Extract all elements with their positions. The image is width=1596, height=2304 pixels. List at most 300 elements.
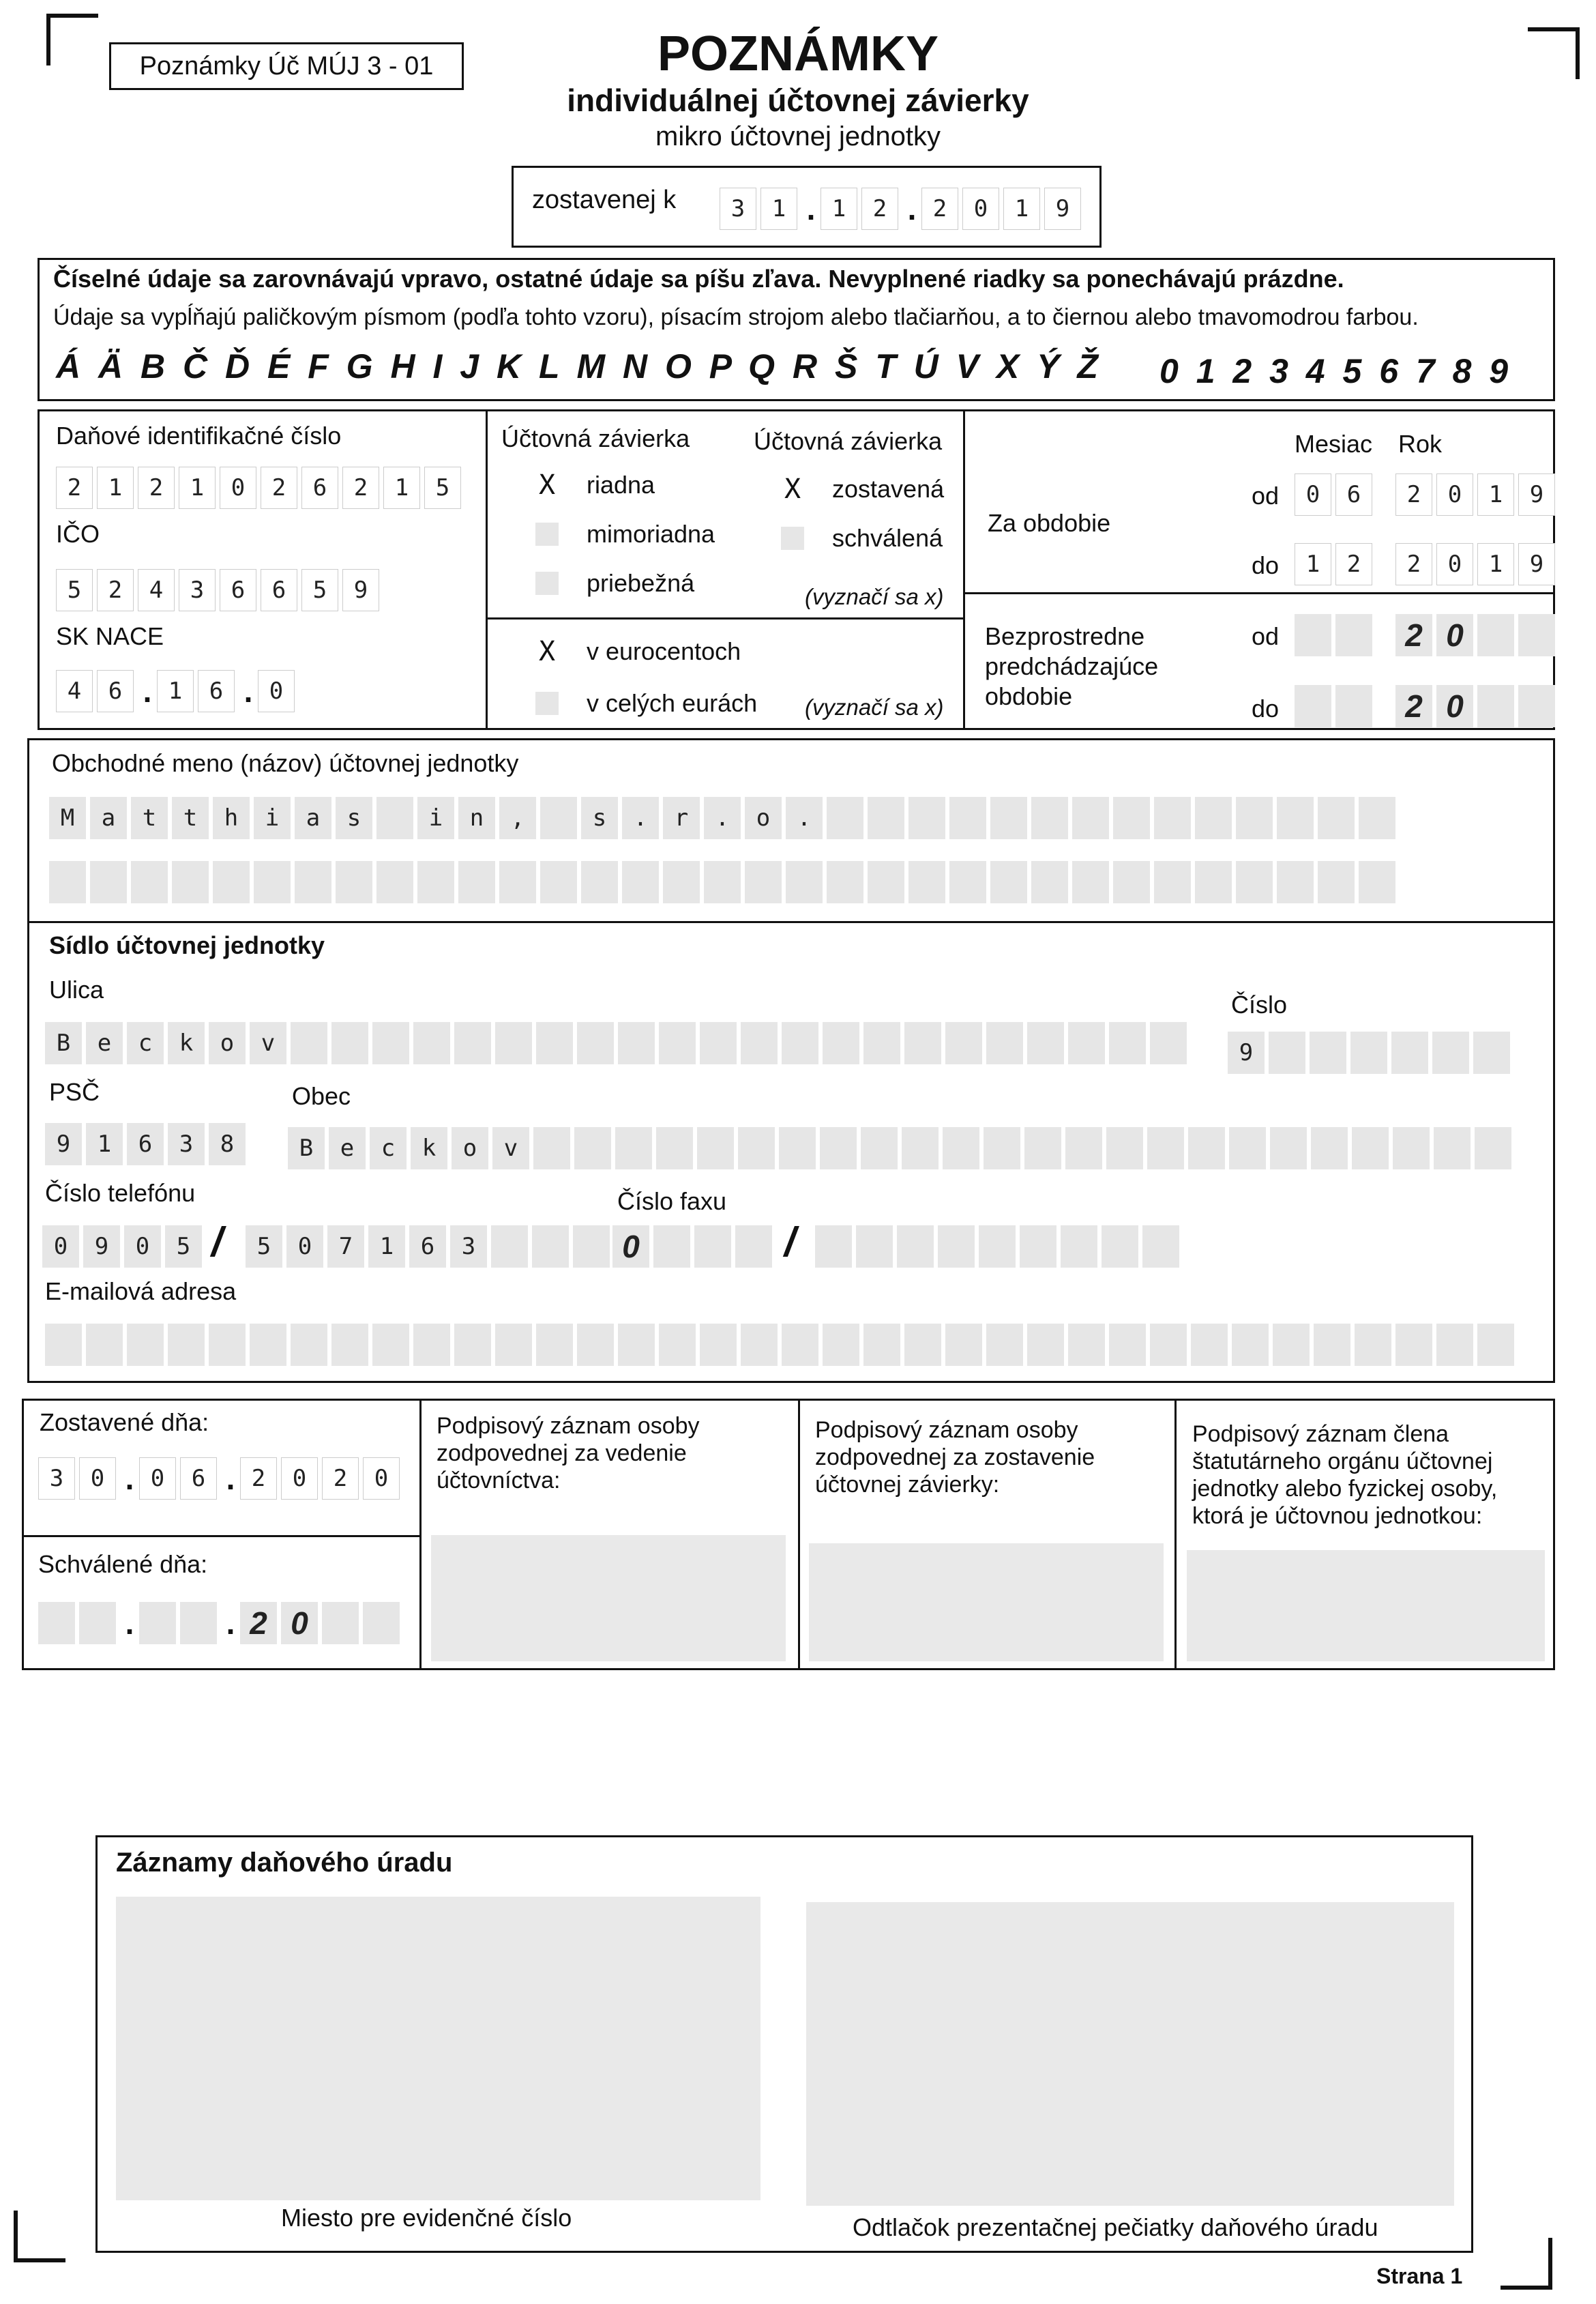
char-cell[interactable]: h: [213, 797, 250, 839]
char-cell[interactable]: [1150, 1022, 1187, 1064]
char-cell[interactable]: [1270, 1127, 1307, 1169]
char-cell[interactable]: [90, 861, 127, 903]
char-cell[interactable]: [1188, 1127, 1225, 1169]
char-cell[interactable]: [1477, 614, 1514, 656]
ico-field[interactable]: [56, 569, 383, 611]
char-cell[interactable]: [618, 1022, 655, 1064]
char-cell[interactable]: c: [127, 1022, 164, 1064]
char-cell[interactable]: [1072, 861, 1109, 903]
char-cell[interactable]: [1350, 1032, 1387, 1074]
char-cell[interactable]: [908, 797, 945, 839]
char-cell[interactable]: [738, 1127, 775, 1169]
char-cell[interactable]: 2: [261, 467, 297, 509]
char-cell[interactable]: [1436, 1324, 1473, 1366]
char-cell[interactable]: [168, 1324, 205, 1366]
char-cell[interactable]: [1318, 861, 1355, 903]
char-cell[interactable]: 8: [209, 1123, 246, 1165]
char-cell[interactable]: [250, 1324, 286, 1366]
char-cell[interactable]: o: [209, 1022, 246, 1064]
char-cell[interactable]: [863, 1324, 900, 1366]
char-cell[interactable]: [454, 1324, 491, 1366]
nace-field[interactable]: [56, 670, 299, 712]
char-cell[interactable]: [1061, 1225, 1097, 1268]
char-cell[interactable]: [986, 1324, 1023, 1366]
char-cell[interactable]: 4: [138, 569, 175, 611]
char-cell[interactable]: [413, 1324, 450, 1366]
char-cell[interactable]: 6: [409, 1225, 446, 1268]
char-cell[interactable]: o: [452, 1127, 488, 1169]
char-cell[interactable]: [656, 1127, 693, 1169]
char-cell[interactable]: 0: [124, 1225, 161, 1268]
char-cell[interactable]: [1518, 685, 1555, 727]
char-cell[interactable]: [823, 1324, 859, 1366]
prev-to-month[interactable]: [1295, 685, 1376, 727]
registration-number-area[interactable]: [116, 1897, 760, 2200]
char-cell[interactable]: [986, 1022, 1023, 1064]
char-cell[interactable]: [902, 1127, 939, 1169]
char-cell[interactable]: 9: [1518, 473, 1555, 516]
char-cell[interactable]: [573, 1225, 610, 1268]
char-cell[interactable]: 0: [281, 1602, 318, 1644]
char-cell[interactable]: 0: [220, 467, 256, 509]
char-cell[interactable]: 1: [1003, 188, 1040, 230]
char-cell[interactable]: [1109, 1022, 1146, 1064]
char-cell[interactable]: 9: [1044, 188, 1081, 230]
char-cell[interactable]: r: [663, 797, 700, 839]
char-cell[interactable]: 0: [139, 1457, 176, 1500]
char-cell[interactable]: [336, 861, 372, 903]
char-cell[interactable]: [1391, 1032, 1428, 1074]
char-cell[interactable]: [331, 1022, 368, 1064]
char-cell[interactable]: [861, 1127, 898, 1169]
char-cell[interactable]: 6: [198, 670, 235, 712]
char-cell[interactable]: [291, 1022, 327, 1064]
char-cell[interactable]: t: [131, 797, 168, 839]
char-cell[interactable]: [127, 1324, 164, 1366]
char-cell[interactable]: 1: [368, 1225, 405, 1268]
char-cell[interactable]: [1113, 797, 1150, 839]
char-cell[interactable]: M: [49, 797, 86, 839]
char-cell[interactable]: 1: [179, 467, 216, 509]
char-cell[interactable]: 2: [861, 188, 898, 230]
option-checkbox[interactable]: X: [538, 469, 556, 501]
char-cell[interactable]: [1318, 797, 1355, 839]
compiled-on-field[interactable]: [38, 1457, 404, 1500]
char-cell[interactable]: s: [581, 797, 618, 839]
char-cell[interactable]: [856, 1225, 893, 1268]
char-cell[interactable]: [745, 861, 782, 903]
char-cell[interactable]: 1: [157, 670, 194, 712]
fax-number-field[interactable]: [815, 1225, 1183, 1268]
char-cell[interactable]: [1109, 1324, 1146, 1366]
option-checkbox[interactable]: [535, 572, 559, 595]
period-to-year[interactable]: [1395, 543, 1559, 585]
char-cell[interactable]: B: [45, 1022, 82, 1064]
char-cell[interactable]: [700, 1022, 737, 1064]
char-cell[interactable]: [454, 1022, 491, 1064]
char-cell[interactable]: [1154, 861, 1191, 903]
char-cell[interactable]: [741, 1022, 778, 1064]
char-cell[interactable]: [945, 1324, 982, 1366]
char-cell[interactable]: o: [745, 797, 782, 839]
char-cell[interactable]: [897, 1225, 934, 1268]
char-cell[interactable]: [38, 1602, 75, 1644]
char-cell[interactable]: [532, 1225, 569, 1268]
char-cell[interactable]: [827, 797, 863, 839]
company-name-field-2[interactable]: [49, 861, 1400, 903]
company-name-field[interactable]: [49, 797, 1400, 839]
char-cell[interactable]: [372, 1324, 409, 1366]
char-cell[interactable]: [782, 1022, 818, 1064]
char-cell[interactable]: [1236, 861, 1273, 903]
char-cell[interactable]: 2: [97, 569, 134, 611]
char-cell[interactable]: [495, 1324, 532, 1366]
char-cell[interactable]: k: [168, 1022, 205, 1064]
char-cell[interactable]: v: [492, 1127, 529, 1169]
char-cell[interactable]: 6: [180, 1457, 217, 1500]
char-cell[interactable]: [990, 797, 1027, 839]
char-cell[interactable]: [49, 861, 86, 903]
char-cell[interactable]: 3: [38, 1457, 75, 1500]
char-cell[interactable]: 3: [450, 1225, 487, 1268]
char-cell[interactable]: [1195, 861, 1232, 903]
char-cell[interactable]: 9: [83, 1225, 120, 1268]
char-cell[interactable]: [1072, 797, 1109, 839]
char-cell[interactable]: [45, 1324, 82, 1366]
char-cell[interactable]: [1147, 1127, 1184, 1169]
char-cell[interactable]: 1: [1295, 543, 1331, 585]
char-cell[interactable]: [376, 797, 413, 839]
char-cell[interactable]: 5: [424, 467, 461, 509]
char-cell[interactable]: [779, 1127, 816, 1169]
char-cell[interactable]: [1432, 1032, 1469, 1074]
char-cell[interactable]: [990, 861, 1027, 903]
char-cell[interactable]: 5: [165, 1225, 202, 1268]
char-cell[interactable]: [618, 1324, 655, 1366]
char-cell[interactable]: [1068, 1324, 1105, 1366]
char-cell[interactable]: [786, 861, 823, 903]
char-cell[interactable]: 0: [1295, 473, 1331, 516]
char-cell[interactable]: 2: [1395, 685, 1432, 727]
char-cell[interactable]: .: [786, 797, 823, 839]
char-cell[interactable]: [1229, 1127, 1266, 1169]
char-cell[interactable]: 4: [56, 670, 93, 712]
char-cell[interactable]: 6: [261, 569, 297, 611]
char-cell[interactable]: 9: [1518, 543, 1555, 585]
char-cell[interactable]: 2: [240, 1602, 277, 1644]
char-cell[interactable]: 6: [97, 670, 134, 712]
char-cell[interactable]: [663, 861, 700, 903]
period-from-year[interactable]: [1395, 473, 1559, 516]
char-cell[interactable]: [615, 1127, 652, 1169]
prev-from-year[interactable]: [1395, 614, 1559, 656]
char-cell[interactable]: 1: [1477, 543, 1514, 585]
char-cell[interactable]: 3: [179, 569, 216, 611]
char-cell[interactable]: [540, 797, 577, 839]
char-cell[interactable]: [180, 1602, 217, 1644]
char-cell[interactable]: [1477, 1324, 1514, 1366]
char-cell[interactable]: [1031, 861, 1068, 903]
char-cell[interactable]: [704, 861, 741, 903]
char-cell[interactable]: [697, 1127, 734, 1169]
city-field[interactable]: [288, 1127, 1516, 1169]
char-cell[interactable]: [372, 1022, 409, 1064]
char-cell[interactable]: [1027, 1324, 1064, 1366]
char-cell[interactable]: v: [250, 1022, 286, 1064]
char-cell[interactable]: .: [704, 797, 741, 839]
signature-area-3[interactable]: [1187, 1550, 1545, 1661]
char-cell[interactable]: 5: [246, 1225, 282, 1268]
char-cell[interactable]: 0: [363, 1457, 400, 1500]
char-cell[interactable]: [458, 861, 495, 903]
char-cell[interactable]: [139, 1602, 176, 1644]
char-cell[interactable]: 2: [921, 188, 958, 230]
char-cell[interactable]: 1: [383, 467, 420, 509]
char-cell[interactable]: [1150, 1324, 1187, 1366]
char-cell[interactable]: [1518, 614, 1555, 656]
char-cell[interactable]: [536, 1324, 573, 1366]
char-cell[interactable]: [1310, 1032, 1346, 1074]
char-cell[interactable]: [979, 1225, 1016, 1268]
prev-to-year[interactable]: [1395, 685, 1559, 727]
option-checkbox[interactable]: [535, 692, 559, 715]
option-checkbox[interactable]: [535, 523, 559, 546]
char-cell[interactable]: [1395, 1324, 1432, 1366]
char-cell[interactable]: [908, 861, 945, 903]
char-cell[interactable]: c: [370, 1127, 407, 1169]
char-cell[interactable]: a: [295, 797, 331, 839]
char-cell[interactable]: 0: [281, 1457, 318, 1500]
char-cell[interactable]: [295, 861, 331, 903]
char-cell[interactable]: 1: [760, 188, 797, 230]
char-cell[interactable]: [823, 1022, 859, 1064]
char-cell[interactable]: 5: [301, 569, 338, 611]
char-cell[interactable]: [622, 861, 659, 903]
char-cell[interactable]: 5: [56, 569, 93, 611]
dic-field[interactable]: [56, 467, 465, 509]
char-cell[interactable]: [1020, 1225, 1056, 1268]
signature-area-2[interactable]: [809, 1543, 1164, 1661]
char-cell[interactable]: [741, 1324, 778, 1366]
char-cell[interactable]: [1027, 1022, 1064, 1064]
char-cell[interactable]: 6: [1335, 473, 1372, 516]
psc-field[interactable]: [45, 1123, 250, 1165]
char-cell[interactable]: [659, 1324, 696, 1366]
char-cell[interactable]: 6: [127, 1123, 164, 1165]
char-cell[interactable]: 2: [342, 467, 379, 509]
prev-from-month[interactable]: [1295, 614, 1376, 656]
char-cell[interactable]: i: [417, 797, 454, 839]
char-cell[interactable]: 7: [327, 1225, 364, 1268]
char-cell[interactable]: [209, 1324, 246, 1366]
street-number-field[interactable]: [1228, 1032, 1514, 1074]
char-cell[interactable]: [1102, 1225, 1138, 1268]
char-cell[interactable]: 2: [1335, 543, 1372, 585]
char-cell[interactable]: e: [329, 1127, 366, 1169]
char-cell[interactable]: 3: [720, 188, 756, 230]
char-cell[interactable]: 1: [1477, 473, 1514, 516]
char-cell[interactable]: [363, 1602, 400, 1644]
char-cell[interactable]: [491, 1225, 528, 1268]
char-cell[interactable]: [499, 861, 536, 903]
char-cell[interactable]: [1154, 797, 1191, 839]
char-cell[interactable]: 0: [962, 188, 999, 230]
char-cell[interactable]: [1024, 1127, 1061, 1169]
char-cell[interactable]: n: [458, 797, 495, 839]
char-cell[interactable]: [540, 861, 577, 903]
char-cell[interactable]: a: [90, 797, 127, 839]
char-cell[interactable]: [694, 1225, 731, 1268]
char-cell[interactable]: [1236, 797, 1273, 839]
char-cell[interactable]: 2: [322, 1457, 359, 1500]
char-cell[interactable]: [904, 1324, 941, 1366]
email-field[interactable]: [45, 1324, 1518, 1366]
char-cell[interactable]: 6: [220, 569, 256, 611]
char-cell[interactable]: [331, 1324, 368, 1366]
char-cell[interactable]: 0: [1436, 543, 1473, 585]
char-cell[interactable]: [413, 1022, 450, 1064]
phone-number-field[interactable]: [246, 1225, 614, 1268]
char-cell[interactable]: [938, 1225, 975, 1268]
char-cell[interactable]: [1473, 1032, 1510, 1074]
signature-area-1[interactable]: [431, 1535, 786, 1661]
char-cell[interactable]: [1195, 797, 1232, 839]
compiled-date-field[interactable]: [720, 188, 1085, 230]
char-cell[interactable]: [376, 861, 413, 903]
char-cell[interactable]: [291, 1324, 327, 1366]
char-cell[interactable]: [1477, 685, 1514, 727]
char-cell[interactable]: 0: [612, 1225, 649, 1268]
option-checkbox[interactable]: X: [538, 636, 556, 667]
phone-prefix-field[interactable]: [42, 1225, 206, 1268]
char-cell[interactable]: 0: [79, 1457, 116, 1500]
char-cell[interactable]: [1113, 861, 1150, 903]
char-cell[interactable]: [131, 861, 168, 903]
char-cell[interactable]: [945, 1022, 982, 1064]
char-cell[interactable]: t: [172, 797, 209, 839]
char-cell[interactable]: k: [411, 1127, 447, 1169]
stamp-area[interactable]: [806, 1902, 1454, 2206]
char-cell[interactable]: .: [622, 797, 659, 839]
char-cell[interactable]: [495, 1022, 532, 1064]
char-cell[interactable]: [735, 1225, 772, 1268]
char-cell[interactable]: [172, 861, 209, 903]
char-cell[interactable]: [1106, 1127, 1143, 1169]
char-cell[interactable]: 0: [1436, 685, 1473, 727]
char-cell[interactable]: [904, 1022, 941, 1064]
char-cell[interactable]: [577, 1324, 614, 1366]
option-checkbox[interactable]: X: [784, 473, 801, 505]
char-cell[interactable]: [1355, 1324, 1391, 1366]
char-cell[interactable]: 2: [240, 1457, 277, 1500]
char-cell[interactable]: [581, 861, 618, 903]
char-cell[interactable]: [254, 861, 291, 903]
char-cell[interactable]: 9: [45, 1123, 82, 1165]
char-cell[interactable]: [1434, 1127, 1471, 1169]
char-cell[interactable]: [1352, 1127, 1389, 1169]
char-cell[interactable]: e: [86, 1022, 123, 1064]
char-cell[interactable]: [213, 861, 250, 903]
char-cell[interactable]: i: [254, 797, 291, 839]
char-cell[interactable]: [943, 1127, 979, 1169]
char-cell[interactable]: [1314, 1324, 1350, 1366]
char-cell[interactable]: 6: [301, 467, 338, 509]
char-cell[interactable]: [574, 1127, 611, 1169]
char-cell[interactable]: 0: [258, 670, 295, 712]
char-cell[interactable]: 2: [56, 467, 93, 509]
char-cell[interactable]: [659, 1022, 696, 1064]
char-cell[interactable]: [1273, 1324, 1310, 1366]
char-cell[interactable]: [1311, 1127, 1348, 1169]
char-cell[interactable]: 0: [1436, 614, 1473, 656]
char-cell[interactable]: 2: [1395, 473, 1432, 516]
char-cell[interactable]: [1068, 1022, 1105, 1064]
period-from-month[interactable]: [1295, 473, 1376, 516]
char-cell[interactable]: [79, 1602, 116, 1644]
char-cell[interactable]: 2: [1395, 614, 1432, 656]
char-cell[interactable]: [86, 1324, 123, 1366]
char-cell[interactable]: 0: [42, 1225, 79, 1268]
char-cell[interactable]: [815, 1225, 852, 1268]
char-cell[interactable]: ,: [499, 797, 536, 839]
char-cell[interactable]: 1: [86, 1123, 123, 1165]
char-cell[interactable]: [782, 1324, 818, 1366]
char-cell[interactable]: [868, 797, 904, 839]
char-cell[interactable]: [417, 861, 454, 903]
char-cell[interactable]: [868, 861, 904, 903]
char-cell[interactable]: [1393, 1127, 1430, 1169]
char-cell[interactable]: [1031, 797, 1068, 839]
char-cell[interactable]: 9: [342, 569, 379, 611]
char-cell[interactable]: 0: [1436, 473, 1473, 516]
char-cell[interactable]: [322, 1602, 359, 1644]
char-cell[interactable]: [536, 1022, 573, 1064]
char-cell[interactable]: 2: [138, 467, 175, 509]
street-field[interactable]: [45, 1022, 1191, 1064]
char-cell[interactable]: [984, 1127, 1020, 1169]
char-cell[interactable]: [1142, 1225, 1179, 1268]
char-cell[interactable]: 2: [1395, 543, 1432, 585]
char-cell[interactable]: [1277, 797, 1314, 839]
char-cell[interactable]: [1277, 861, 1314, 903]
period-to-month[interactable]: [1295, 543, 1376, 585]
char-cell[interactable]: [1191, 1324, 1228, 1366]
char-cell[interactable]: 9: [1228, 1032, 1265, 1074]
char-cell[interactable]: [1475, 1127, 1511, 1169]
char-cell[interactable]: [533, 1127, 570, 1169]
char-cell[interactable]: [653, 1225, 690, 1268]
char-cell[interactable]: 0: [286, 1225, 323, 1268]
approved-on-field[interactable]: [38, 1602, 404, 1644]
char-cell[interactable]: [820, 1127, 857, 1169]
char-cell[interactable]: [863, 1022, 900, 1064]
char-cell[interactable]: s: [336, 797, 372, 839]
char-cell[interactable]: [700, 1324, 737, 1366]
char-cell[interactable]: [1269, 1032, 1305, 1074]
char-cell[interactable]: [1065, 1127, 1102, 1169]
fax-prefix-field[interactable]: [612, 1225, 776, 1268]
char-cell[interactable]: [577, 1022, 614, 1064]
char-cell[interactable]: 1: [821, 188, 857, 230]
option-checkbox[interactable]: [781, 527, 804, 550]
char-cell[interactable]: 1: [97, 467, 134, 509]
char-cell[interactable]: [949, 861, 986, 903]
char-cell[interactable]: [949, 797, 986, 839]
char-cell[interactable]: [1359, 861, 1395, 903]
char-cell[interactable]: [1359, 797, 1395, 839]
char-cell[interactable]: 3: [168, 1123, 205, 1165]
char-cell[interactable]: [1232, 1324, 1269, 1366]
